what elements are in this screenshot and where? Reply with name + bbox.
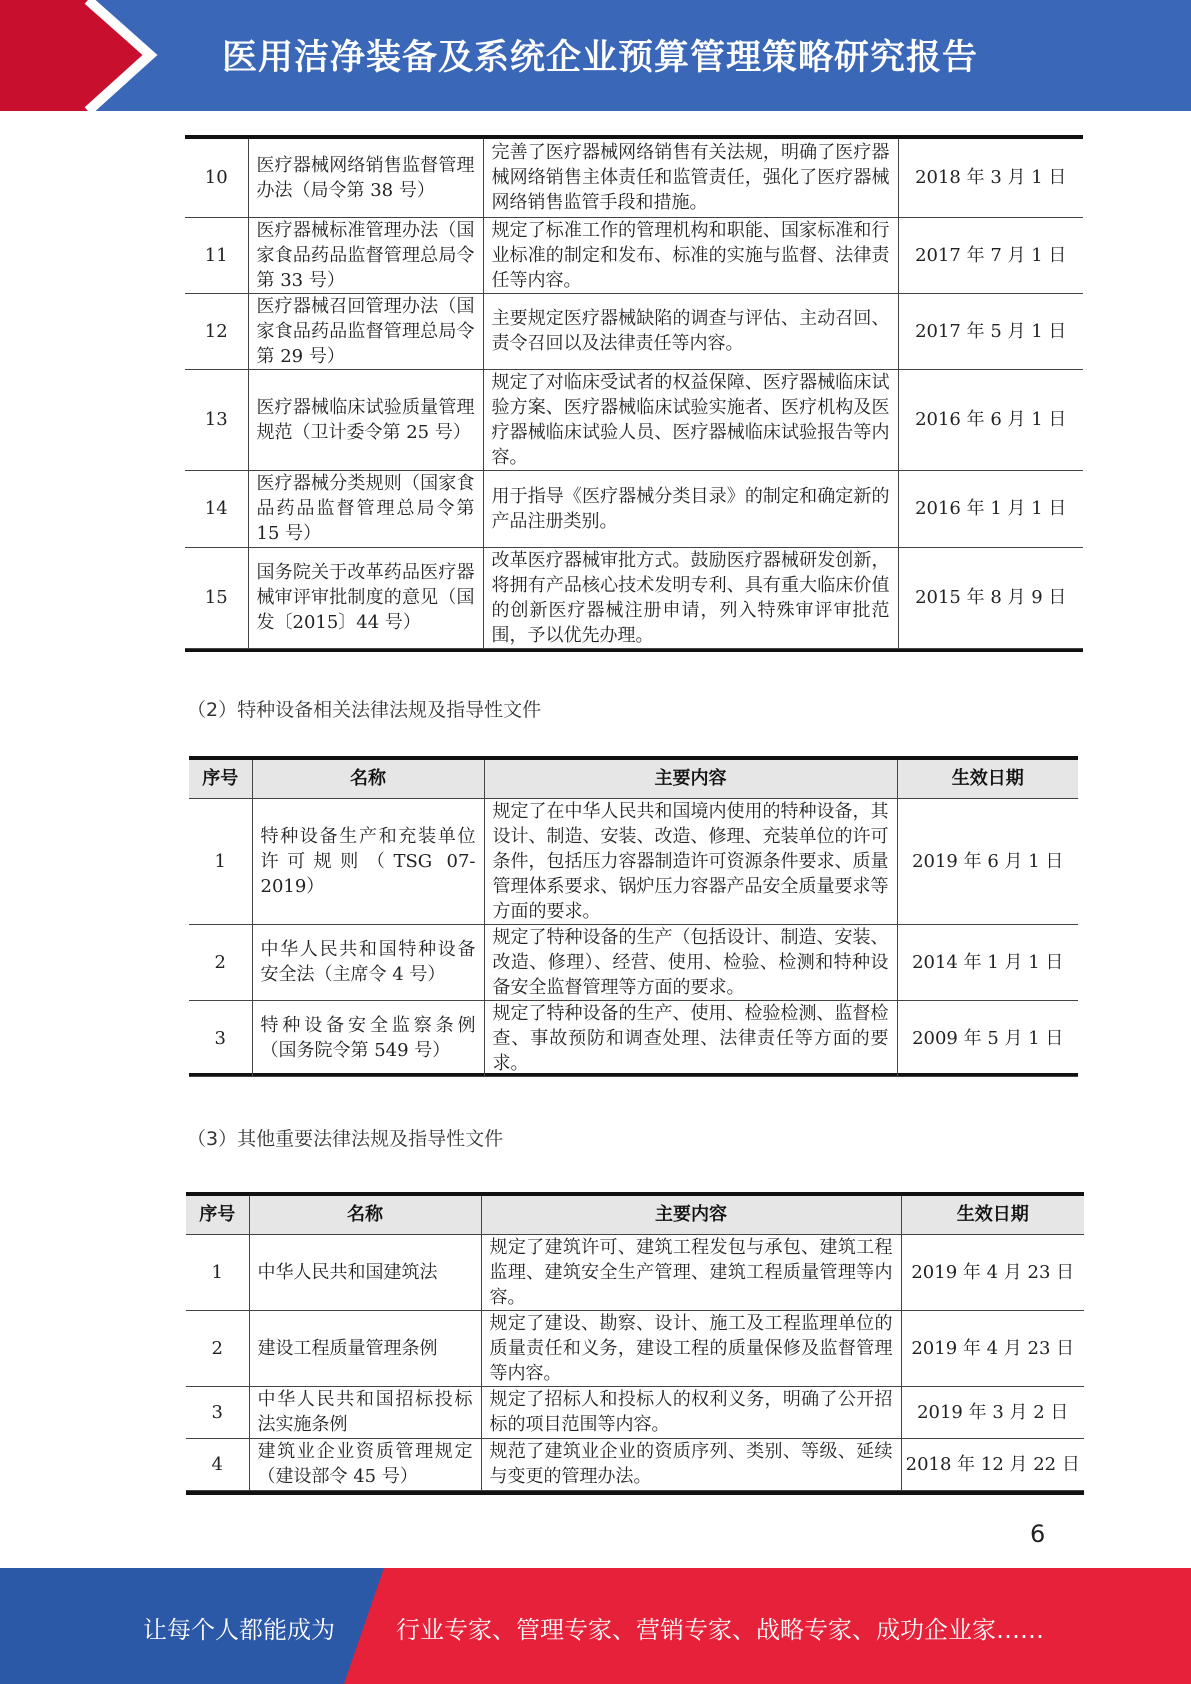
row-number: 13 [185,369,248,470]
regulation-name: 建筑业企业资质管理规定（建设部令 45 号） [249,1438,481,1490]
effective-date: 2017 年 7 月 1 日 [898,217,1083,293]
effective-date: 2016 年 1 月 1 日 [898,470,1083,547]
regulation-name: 医疗器械网络销售监督管理办法（局令第 38 号） [248,139,483,217]
row-number: 2 [189,924,252,1000]
table-header-row [186,1196,1084,1234]
regulation-name: 医疗器械召回管理办法（国家食品药品监督管理总局令第 29 号） [248,293,483,369]
row-number: 11 [185,217,248,293]
table-row [185,139,1083,217]
column-header-number: 序号 [186,1196,249,1234]
regulation-content: 规定了建筑许可、建筑工程发包与承包、建筑工程监理、建筑安全生产管理、建筑工程质量管理等内容。 [481,1234,901,1310]
column-header-name: 名称 [249,1196,481,1234]
footer-slogan-lead: 让每个人都能成为 [143,1616,335,1644]
table-row [185,547,1083,648]
row-number: 12 [185,293,248,369]
page-header [0,0,1191,111]
table-row [189,798,1078,924]
regulation-content: 规范了建筑业企业的资质序列、类别、等级、延续与变更的管理办法。 [481,1438,901,1490]
row-number: 4 [186,1438,249,1490]
regulation-name: 建设工程质量管理条例 [249,1310,481,1386]
table-row [186,1234,1084,1310]
table-row [189,924,1078,1000]
regulation-name: 医疗器械临床试验质量管理规范（卫计委令第 25 号） [248,369,483,470]
table-row [186,1386,1084,1438]
regulation-content: 规定了招标人和投标人的权利义务，明确了公开招标的项目范围等内容。 [481,1386,901,1438]
effective-date: 2014 年 1 月 1 日 [897,924,1078,1000]
footer-slogan-list: 行业专家、管理专家、营销专家、战略专家、成功企业家…… [396,1616,1044,1644]
regulation-name: 特种设备安全监察条例（国务院令第 549 号） [252,1000,484,1076]
regulation-content: 规定了特种设备的生产（包括设计、制造、安装、改造、修理）、经营、使用、检验、检测和特种设备安全监督管理等方面的要求。 [484,924,897,1000]
page-number: 6 [1030,1520,1046,1548]
report-title: 医用洁净装备及系统企业预算管理策略研究报告 [222,38,979,78]
column-header-content: 主要内容 [484,760,897,798]
regulation-name: 特种设备生产和充装单位许可规则（TSG 07-2019） [252,798,484,924]
column-header-date: 生效日期 [897,760,1078,798]
effective-date: 2019 年 3 月 2 日 [901,1386,1084,1438]
effective-date: 2015 年 8 月 9 日 [898,547,1083,648]
section-heading-other-regulations: （3）其他重要法律法规及指导性文件 [187,1128,504,1150]
regulation-content: 完善了医疗器械网络销售有关法规，明确了医疗器械网络销售主体责任和监管责任，强化了医疗器械网络销售监管手段和措施。 [483,139,898,217]
page-footer [0,1568,1191,1684]
regulation-name: 中华人民共和国特种设备安全法（主席令 4 号） [252,924,484,1000]
row-number: 15 [185,547,248,648]
regulation-name: 中华人民共和国招标投标法实施条例 [249,1386,481,1438]
effective-date: 2018 年 3 月 1 日 [898,139,1083,217]
regulation-content: 用于指导《医疗器械分类目录》的制定和确定新的产品注册类别。 [483,470,898,547]
regulation-name: 医疗器械分类规则（国家食品药品监督管理总局令第 15 号） [248,470,483,547]
section-heading-special-equipment: （2）特种设备相关法律法规及指导性文件 [187,699,542,721]
table-row [189,1000,1078,1076]
table-row [185,470,1083,547]
column-header-name: 名称 [252,760,484,798]
effective-date: 2019 年 4 月 23 日 [901,1310,1084,1386]
column-header-number: 序号 [189,760,252,798]
regulation-content: 规定了建设、勘察、设计、施工及工程监理单位的质量责任和义务，建设工程的质量保修及监督管理等内容。 [481,1310,901,1386]
row-number: 2 [186,1310,249,1386]
effective-date: 2009 年 5 月 1 日 [897,1000,1078,1076]
row-number: 3 [189,1000,252,1076]
regulation-content: 主要规定医疗器械缺陷的调查与评估、主动召回、责令召回以及法律责任等内容。 [483,293,898,369]
table-header-row [189,760,1078,798]
row-number: 10 [185,139,248,217]
table-row [185,217,1083,293]
regulation-table-special-equipment [189,756,1078,1077]
regulation-content: 规定了标准工作的管理机构和职能、国家标准和行业标准的制定和发布、标准的实施与监督、法律责任等内容。 [483,217,898,293]
column-header-content: 主要内容 [481,1196,901,1234]
column-header-date: 生效日期 [901,1196,1084,1234]
regulation-name: 医疗器械标准管理办法（国家食品药品监督管理总局令第 33 号） [248,217,483,293]
row-number: 3 [186,1386,249,1438]
effective-date: 2016 年 6 月 1 日 [898,369,1083,470]
row-number: 1 [189,798,252,924]
effective-date: 2019 年 6 月 1 日 [897,798,1078,924]
table-row [186,1438,1084,1490]
table-row [185,369,1083,470]
table-row [186,1310,1084,1386]
row-number: 1 [186,1234,249,1310]
effective-date: 2017 年 5 月 1 日 [898,293,1083,369]
regulation-content: 规定了在中华人民共和国境内使用的特种设备，其设计、制造、安装、改造、修理、充装单位的许可条件，包括压力容器制造许可资源条件要求、质量管理体系要求、锅炉压力容器产品安全质量要求等方面的要求。 [484,798,897,924]
regulation-content: 改革医疗器械审批方式。鼓励医疗器械研发创新，将拥有产品核心技术发明专利、具有重大临床价值的创新医疗器械注册申请，列入特殊审评审批范围，予以优先办理。 [483,547,898,648]
effective-date: 2018 年 12 月 22 日 [901,1438,1084,1490]
row-number: 14 [185,470,248,547]
table-row [185,293,1083,369]
regulation-content: 规定了对临床受试者的权益保障、医疗器械临床试验方案、医疗器械临床试验实施者、医疗机构及医疗器械临床试验人员、医疗器械临床试验报告等内容。 [483,369,898,470]
regulation-table-medical [185,135,1083,652]
regulation-name: 国务院关于改革药品医疗器械审评审批制度的意见（国发〔2015〕44 号） [248,547,483,648]
regulation-table-other [186,1192,1084,1495]
effective-date: 2019 年 4 月 23 日 [901,1234,1084,1310]
regulation-name: 中华人民共和国建筑法 [249,1234,481,1310]
regulation-content: 规定了特种设备的生产、使用、检验检测、监督检查、事故预防和调查处理、法律责任等方面的要求。 [484,1000,897,1076]
